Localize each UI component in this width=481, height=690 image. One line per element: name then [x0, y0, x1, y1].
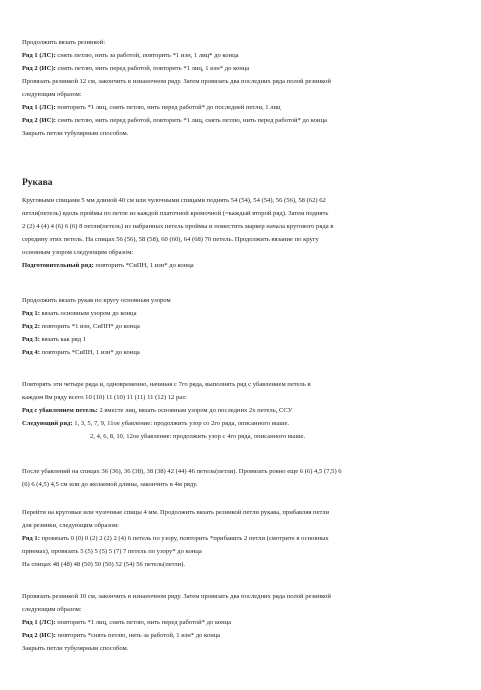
text-line: Ряд 1 (ЛС): повторить *1 лиц, снять петлю, нить перед работой* до конца: [22, 619, 232, 626]
text-line: Ряд 1: провязать 0 (0) 0 (2) 2 (2) 2 (4) 6 петель по узору, повторить *прибавить 2 петли (смотрите в основных: [22, 535, 329, 542]
text-line: Провязать резинкой 12 см, закончить в изнаночном ряду. Затем провязать два последних ряда полой резинкой: [22, 78, 331, 85]
text-line: Ряд 3: вязать как ряд 1: [22, 336, 87, 343]
sleeves-rib-block: [22, 508, 462, 570]
text-line: Перейти на круговые или чулочные спицы 4 мм. Продолжить вязать резинкой петли рукава, прибавляя петли: [22, 509, 330, 516]
text-line: петли(петель) вдоль проймы по петле из каждой платочной кромочной (=каждый второй ряд). Затем поднять: [22, 210, 329, 217]
text-line: Круговыми спицами 5 мм длиной 40 см или чулочными спицами поднять 54 (54), 54 (54), 56 (56), 58 (62) 62: [22, 197, 326, 204]
text-line: Продолжить вязать рукав по кругу основным узором: [22, 297, 171, 304]
text-line: Ряд 1: вязать основным узором до конца: [22, 310, 137, 317]
text-line: Провязать резинкой 10 см, закончить в изнаночном ряду. Затем провязать два последних ряда полой резинкой: [22, 593, 331, 600]
text-line: Ряд 2 (ИС): повторить *снять петлю, нить за работой, 1 изн* до конца: [22, 632, 221, 639]
text-line: (6) 6 (4,5) 4,5 см или до желаемой длины, закончить в 4м ряду.: [22, 481, 198, 488]
text-line: 2, 4, 6, 8, 10, 12ое убавление: продолжить узор с 4го ряда, описанного выше.: [90, 433, 306, 440]
text-line: Повторять эти четыре ряда и, одновременно, начиная с 7го ряда, выполнять ряд с убавлением петель в: [22, 381, 311, 388]
text-line: приемах), провязать 5 (5) 5 (5) 5 (7) 7 петель по узору* до конца: [22, 548, 202, 555]
sleeves-after-block: [22, 467, 462, 490]
text-line: Ряд 2: повторить *1 изн, СиПН* до конца: [22, 323, 140, 330]
sleeves-pattern-block: [22, 296, 462, 358]
text-line: Ряд 1 (ЛС): снять петлю, нить за работой, повторить *1 изн, 1 лиц* до конца: [22, 52, 239, 59]
section1-block: [22, 38, 462, 139]
text-line: Следующий ряд: 1, 3, 5, 7, 9, 11ое убавление: продолжить узор со 2го ряда, описанного выше.: [22, 420, 290, 427]
text-line: каждом 8м ряду всего 10 (10) 11 (10) 11 (11) 11 (12) 12 раз:: [22, 394, 187, 401]
text-line: Ряд 1 (ЛС): повторить *1 лиц, снять петлю, нить перед работой* до последней петли, 1 лиц: [22, 104, 281, 111]
text-line: следующим образом:: [22, 606, 82, 613]
text-line: Подготовительный ряд: повторить *СиПН, 1 изн* до конца: [22, 262, 194, 269]
text-line: Ряд 2 (ИС): снять петлю, нить перед работой, повторить *1 лиц, 1 изн* до конца: [22, 65, 250, 72]
sleeves-decreases-block: [22, 380, 462, 442]
text-line: Продолжить вязать резинкой:: [22, 39, 106, 46]
sleeves-finish-block: [22, 592, 462, 654]
text-line: для резинки, следующим образом:: [22, 522, 120, 529]
text-line: 2 (2) 4 (4) 4 (6) 6 (6) 8 петли(петель) из набранных петель проймы и поместить маркер начала кругового ряда в: [22, 223, 334, 230]
text-line: Закрыть петли тубулярным способом.: [22, 130, 129, 137]
text-line: Ряд с убавлением петель: 2 вместе лиц, вязать основным узором до последних 2х петель, ССУ: [22, 407, 293, 414]
text-line: Закрыть петли тубулярным способом.: [22, 645, 129, 652]
text-line: середину этих петель. На спицах 56 (56), 58 (58), 60 (60), 64 (68) 70 петель. Продолжить вязание по кругу: [22, 236, 319, 243]
text-line: На спицах 48 (48) 48 (50) 50 (50) 52 (54) 56 петель(петли).: [22, 561, 186, 568]
sleeves-intro-block: [22, 196, 462, 271]
text-line: После убавлений на спицах 36 (36), 36 (38), 38 (38) 42 (44) 46 петель(петли). Провязать ровно еще 6 (6) 4,5 (7,5) 6: [22, 468, 342, 475]
text-line: основным узором следующим образом:: [22, 249, 134, 256]
text-line: следующим образом:: [22, 91, 82, 98]
text-line: Ряд 4: повторить *СиПН, 1 изн* до конца: [22, 349, 140, 356]
section-heading-sleeves: Рукава: [22, 178, 53, 188]
text-line: Ряд 2 (ИС): снять петлю, нить перед работой, повторить *1 лиц, снять петлю, нить перед работой* до конца: [22, 117, 327, 124]
